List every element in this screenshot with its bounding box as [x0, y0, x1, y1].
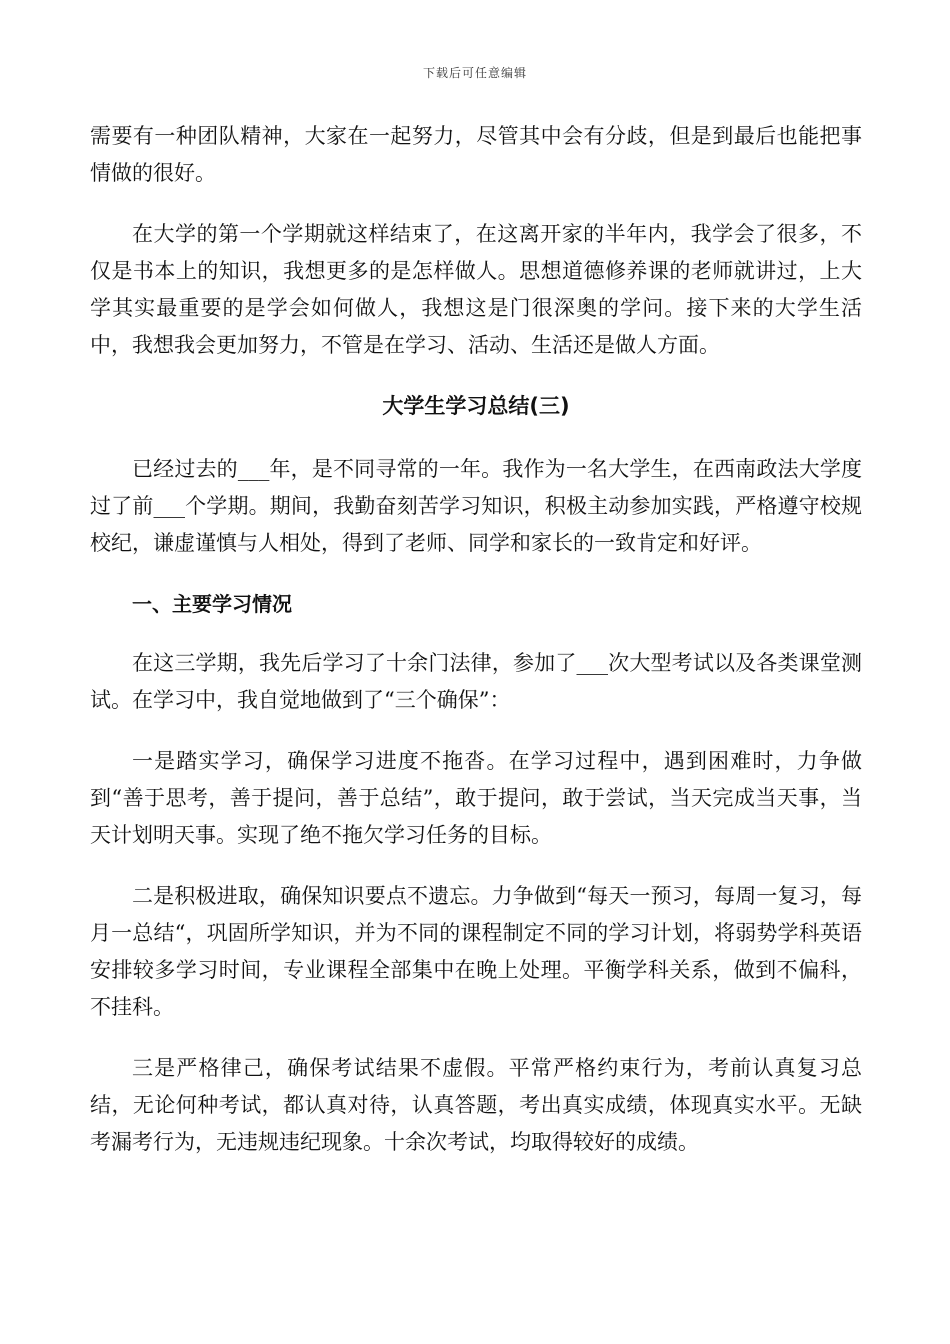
document-body — [90, 118, 862, 1185]
paragraph-first-semester: 在大学的第一个学期就这样结束了，在这离开家的半年内，我学会了很多，不仅是书本上的知识，我想更多的是怎样做人。思想道德修养课的老师就讲过，上大学其实最重要的是学会如何做人，我想这是门很深奥的学问。接下来的大学生活中，我想我会更加努力，不管是在学习、活动、生活还是做人方面。 — [90, 222, 862, 357]
heading-main-study: 一、主要学习情况 — [132, 592, 292, 616]
section-title: 大学生学习总结(三) — [382, 394, 570, 418]
paragraph-ensure-three: 三是严格律己，确保考试结果不虚假。平常严格约束行为，考前认真复习总结，无论何种考试，都认真对待，认真答题，考出真实成绩，体现真实水平。无缺考漏考行为，无违规违纪现象。十余次考试，均取得较好的成绩。 — [90, 1056, 862, 1154]
paragraph-ensure-two: 二是积极进取，确保知识要点不遗忘。力争做到“每天一预习，每周一复习，每月一总结“，巩固所学知识，并为不同的课程制定不同的学习计划，将弱势学科英语安排较多学习时间，专业课程全部集中在晚上处理。平衡学科关系，做到不偏科，不挂科。 — [90, 884, 862, 1019]
paragraph-three-ensures: 在这三学期，我先后学习了十余门法律，参加了___次大型考试以及各类课堂测试。在学习中，我自觉地做到了“三个确保”： — [90, 651, 862, 712]
header-note: 下载后可任意编辑 — [422, 66, 527, 80]
paragraph-teamwork: 需要有一种团队精神，大家在一起努力，尽管其中会有分歧，但是到最后也能把事情做的很好。 — [90, 124, 862, 185]
paragraph-intro: 已经过去的___年，是不同寻常的一年。我作为一名大学生，在西南政法大学度过了前___个学期。期间，我勤奋刻苦学习知识，积极主动参加实践，严格遵守校规校纪，谦虚谨慎与人相处，得到了老师、同学和家长的一致肯定和好评。 — [90, 457, 862, 555]
paragraph-ensure-one: 一是踏实学习，确保学习进度不拖沓。在学习过程中，遇到困难时，力争做到“善于思考，善于提问，善于总结”，敢于提问，敢于尝试，当天完成当天事，当天计划明天事。实现了绝不拖欠学习任务的目标。 — [90, 749, 862, 847]
